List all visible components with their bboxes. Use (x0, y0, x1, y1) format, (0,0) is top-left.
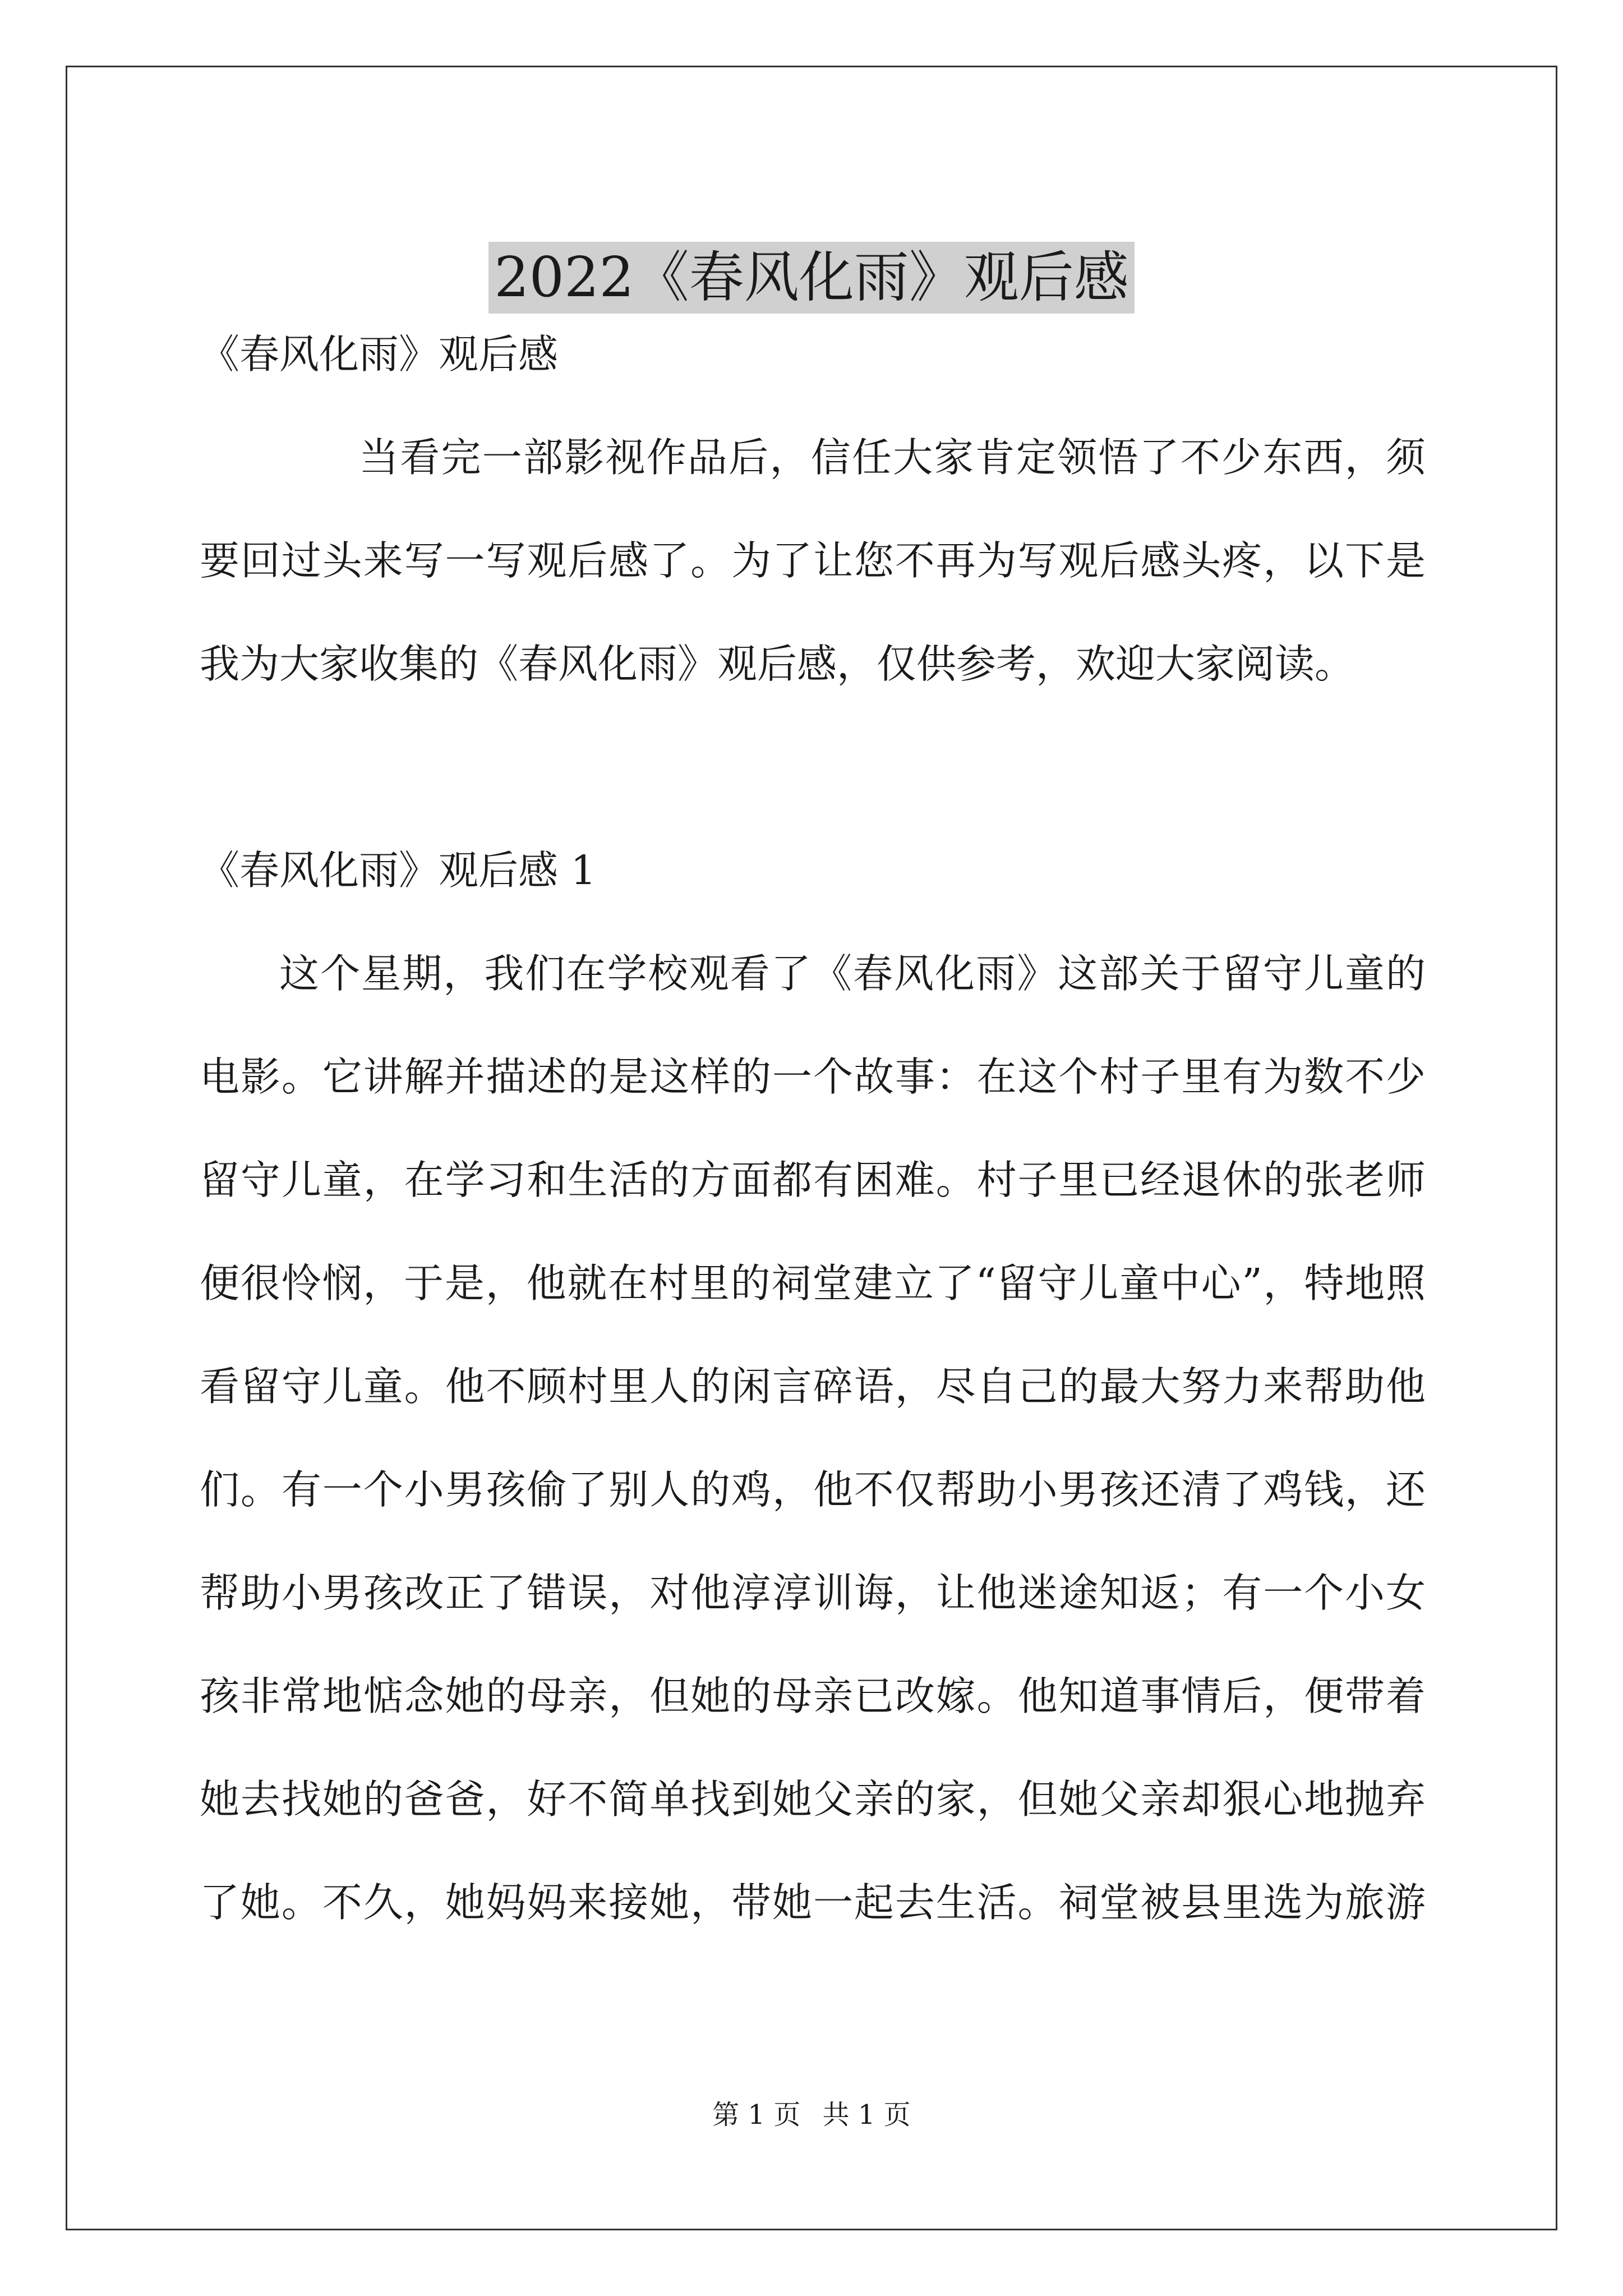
paragraph-line: 帮助小男孩改正了错误，对他淳淳训诲，让他迷途知返；有一个小女 (200, 1570, 1426, 1616)
page-footer (0, 2098, 1623, 2132)
paragraph-line: 看留守儿童。他不顾村里人的闲言碎语，尽自己的最大努力来帮助他 (200, 1363, 1426, 1410)
paragraph-line: 电影。它讲解并描述的是这样的一个故事：在这个村子里有为数不少 (200, 1053, 1426, 1100)
paragraph-line: 我为大家收集的《春风化雨》观后感，仅供参考，欢迎大家阅读。 (200, 641, 1355, 687)
paragraph-line: 孩非常地惦念她的母亲，但她的母亲已改嫁。他知道事情后，便带着 (200, 1673, 1426, 1719)
paragraph-line: 要回过头来写一写观后感了。为了让您不再为写观后感头疼，以下是 (200, 537, 1426, 584)
blank-line (200, 716, 1426, 819)
intro-heading: 《春风化雨》观后感 (200, 331, 559, 378)
page-total: 共 1 页 (822, 2099, 911, 2131)
paragraph-line: 她去找她的爸爸，好不简单找到她父亲的家，但她父亲却狠心地抛弃 (200, 1776, 1426, 1823)
document-body (200, 303, 1426, 1954)
paragraph-line: 便很怜悯，于是，他就在村里的祠堂建立了“留守儿童中心”，特地照 (200, 1260, 1426, 1306)
section-heading: 《春风化雨》观后感 1 (200, 847, 596, 894)
paragraph-line: 这个星期，我们在学校观看了《春风化雨》这部关于留守儿童的 (279, 950, 1426, 997)
paragraph-line: 当看完一部影视作品后，信任大家肯定领悟了不少东西，须 (359, 434, 1426, 481)
paragraph-line: 们。有一个小男孩偷了别人的鸡，他不仅帮助小男孩还清了鸡钱，还 (200, 1466, 1426, 1513)
page-number: 第 1 页 (712, 2099, 801, 2131)
paragraph-line: 留守儿童，在学习和生活的方面都有困难。村子里已经退休的张老师 (200, 1157, 1426, 1203)
document-title: 2022《春风化雨》观后感 (488, 242, 1134, 314)
paragraph-line: 了她。不久，她妈妈来接她，带她一起去生活。祠堂被县里选为旅游 (200, 1879, 1426, 1926)
